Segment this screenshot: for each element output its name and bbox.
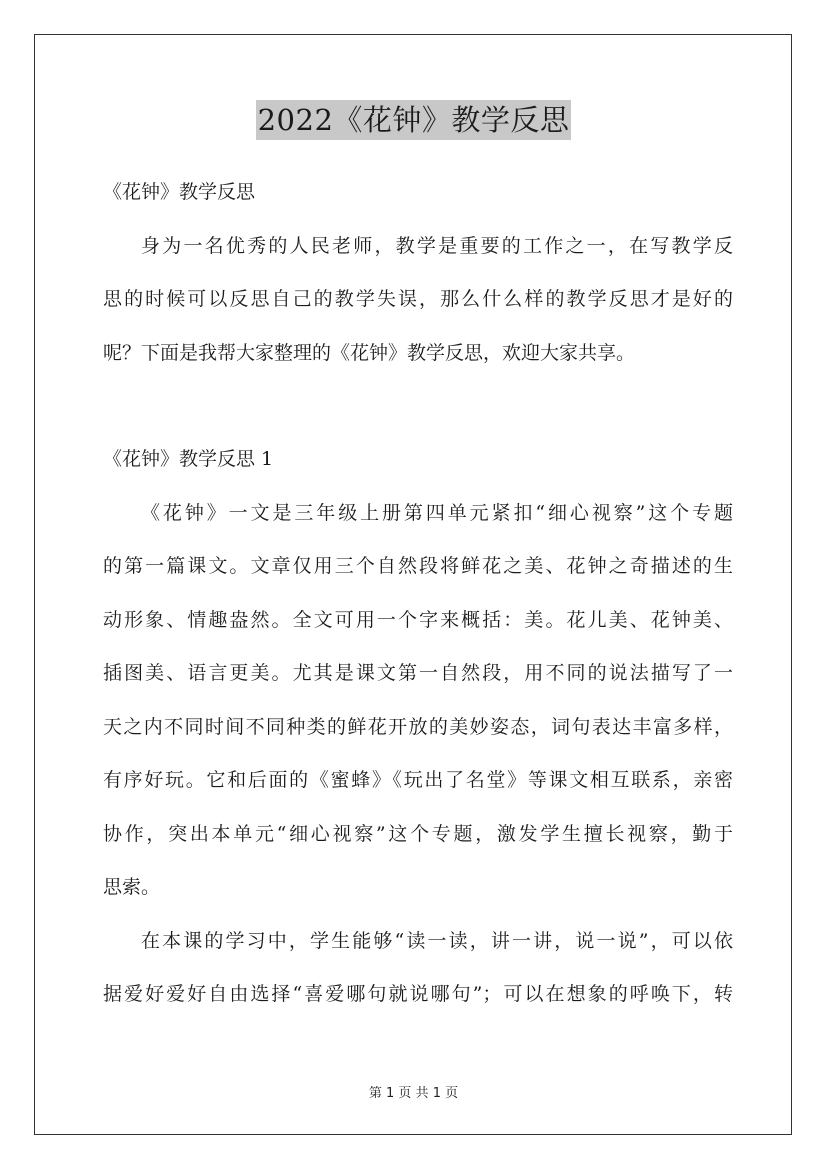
intro-paragraph (103, 220, 733, 381)
text-line: 思索。 (103, 876, 161, 898)
text-line: 据爱好爱好自由选择“喜爱哪句就说哪句”；可以在想象的呼唤下，转 (103, 983, 733, 1005)
subtitle: 《花钟》教学反思 (103, 181, 256, 203)
blank-line (103, 380, 733, 433)
paragraph-2 (103, 915, 733, 1022)
text-line: 天之内不同时间不同种类的鲜花开放的美妙姿态，词句表达丰富多样， (103, 715, 733, 738)
page-number-footer: 第 1 页 共 1 页 (368, 1086, 459, 1101)
section-heading: 《花钟》教学反思 1 (103, 448, 274, 470)
document-title: 2022《花钟》教学反思 (256, 100, 572, 140)
paragraph-1 (103, 487, 733, 915)
text-line: 动形象、情趣盎然。全文可用一个字来概括：美。花儿美、花钟美、 (103, 608, 733, 631)
document-body (103, 166, 733, 1022)
text-line: 在本课的学习中，学生能够“读一读，讲一讲，说一说”，可以依 (141, 929, 733, 952)
text-line: 协作，突出本单元“细心视察”这个专题，激发学生擅长视察，勤于 (103, 822, 733, 845)
text-line: 插图美、语言更美。尤其是课文第一自然段，用不同的说法描写了一 (103, 662, 733, 684)
text-line: 呢？下面是我帮大家整理的《花钟》教学反思，欢迎大家共享。 (103, 341, 636, 364)
text-line: 思的时候可以反思自己的教学失误，那么什么样的教学反思才是好的 (103, 288, 733, 310)
text-line: 《花钟》一文是三年级上册第四单元紧扣“细心视察”这个专题 (141, 501, 733, 524)
text-line: 身为一名优秀的人民老师，教学是重要的工作之一，在写教学反 (141, 234, 733, 257)
title-container (0, 100, 827, 140)
text-line: 有序好玩。它和后面的《蜜蜂》《玩出了名堂》等课文相互联系，亲密 (103, 769, 733, 791)
text-line: 的第一篇课文。文章仅用三个自然段将鲜花之美、花钟之奇描述的生 (103, 555, 733, 577)
